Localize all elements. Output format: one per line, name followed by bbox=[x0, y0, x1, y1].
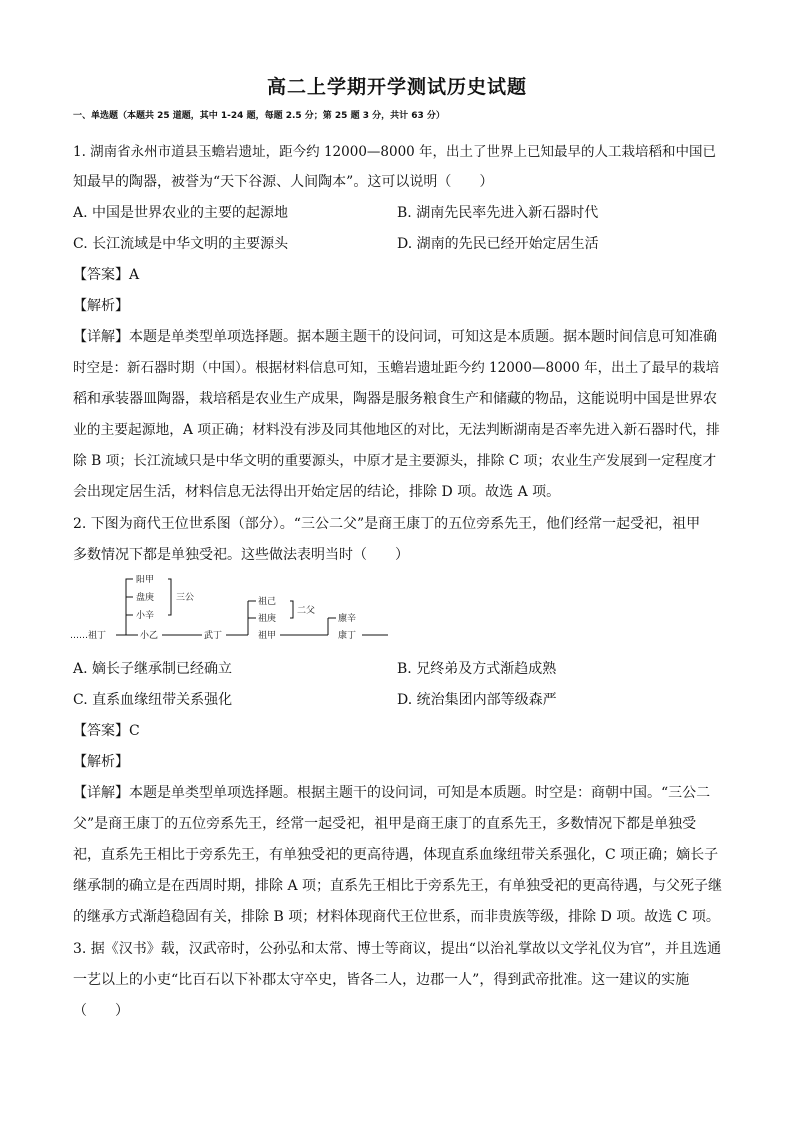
q2-answer bbox=[73, 721, 723, 741]
answer-tag: 【答案】 bbox=[73, 267, 129, 283]
q2-detail-line-1: 【详解】本题是单类型单项选择题。根据主题干的设问词，可知是本质题。时空是：商朝中国。“三公二 bbox=[73, 785, 711, 801]
q2-option-a: A. 嫡长子继承制已经确立 bbox=[73, 661, 233, 677]
diagram-bracket-left bbox=[126, 579, 133, 622]
q1-option-a: A. 中国是世界农业的主要的起源地 bbox=[73, 205, 289, 221]
q2-analysis-tag: 【解析】 bbox=[73, 754, 129, 770]
q2-stem-line-1: 2. 下图为商代王位世系图（部分）。“三公二父”是商王康丁的五位旁系先王，他们经常一起受祀，祖甲 bbox=[73, 516, 701, 532]
diagram-yangjia: 阳甲 bbox=[136, 575, 155, 585]
q2-stem-line-2: 多数情况下都是单独受祀。这些做法表明当时（ ） bbox=[73, 547, 409, 563]
diagram-zuding: ……祖丁 bbox=[70, 631, 107, 641]
answer-value: C bbox=[129, 723, 140, 739]
q1-option-b: B. 湖南先民率先进入新石器时代 bbox=[397, 205, 599, 221]
answer-tag: 【答案】 bbox=[73, 723, 129, 739]
q1-detail-line-2: 时空是：新石器时期（中国）。根据材料信息可知，玉蟾岩遗址距今约 12000—8000 年，出土了最早的栽培 bbox=[73, 360, 720, 376]
q2-detail-line-4: 继承制的确立是在西周时期，排除 A 项；直系先王相比于旁系先王，有单独受祀的更高待遇，与父死子继 bbox=[73, 878, 723, 894]
diagram-sangong-brace bbox=[168, 579, 171, 615]
q1-detail-line-1: 【详解】本题是单类型单项选择题。据本题主题干的设问词，可知这是本质题。据本题时间信息可知准确 bbox=[73, 329, 717, 345]
shang-lineage-diagram bbox=[70, 575, 400, 645]
q2-option-b: B. 兄终弟及方式渐趋成熟 bbox=[397, 661, 557, 677]
q1-option-d: D. 湖南的先民已经开始定居生活 bbox=[397, 236, 599, 252]
diagram-linxin: 廪辛 bbox=[338, 614, 357, 624]
diagram-sangong: 三公 bbox=[176, 593, 195, 603]
q2-option-d: D. 统治集团内部等级森严 bbox=[397, 692, 557, 708]
q1-answer bbox=[73, 265, 723, 285]
q3-stem-line-2: 一艺以上的小吏“比百石以下补郡太守卒史，皆各二人，边郡一人”，得到武帝批准。这一建议的实施 bbox=[73, 972, 690, 988]
q2-detail-line-2: 父”是商王康丁的五位旁系先王，经常一起受祀，祖甲是商王康丁的直系先王，多数情况下都是单独受 bbox=[73, 816, 697, 832]
page-title: 高二上学期开学测试历史试题 bbox=[266, 76, 527, 98]
answer-value: A bbox=[129, 267, 140, 283]
diagram-wuding: 武丁 bbox=[204, 631, 223, 641]
section-heading: 一、单选题（本题共 25 道题，其中 1-24 题，每题 2.5 分；第 25 题 3 分，共计 63 分） bbox=[73, 111, 445, 121]
q1-detail-line-5: 除 B 项；长江流域只是中华文明的重要源头，中原才是主要源头，排除 C 项；农业生产发展到一定程度才 bbox=[73, 453, 717, 469]
q1-stem-line-1: 1. 湖南省永州市道县玉蟾岩遗址，距今约 12000—8000 年，出土了世界上已知最早的人工栽培稻和中国已 bbox=[73, 144, 717, 160]
diagram-xiaoxin: 小辛 bbox=[136, 611, 155, 621]
diagram-pangeng: 盘庚 bbox=[136, 593, 155, 603]
q1-option-c: C. 长江流域是中华文明的主要源头 bbox=[73, 236, 289, 252]
q1-detail-line-4: 业的主要起源地，A 项正确；材料没有涉及同其他地区的对比，无法判断湖南是否率先进入新石器时代，排 bbox=[73, 422, 720, 438]
diagram-erfu: 二父 bbox=[297, 606, 316, 616]
q1-detail-line-6: 会出现定居生活，材料信息无法得出开始定居的结论，排除 D 项。故选 A 项。 bbox=[73, 484, 561, 500]
q3-stem-line-3: （ ） bbox=[73, 1003, 129, 1019]
q1-detail-line-3: 稻和承装器皿陶器，栽培稻是农业生产成果，陶器是服务粮食生产和储藏的物品，这能说明中国是世界农 bbox=[73, 391, 717, 407]
diagram-erfu-brace bbox=[290, 601, 293, 618]
q1-stem-line-2: 知最早的陶器，被誉为“天下谷源、人间陶本”。这可以说明（ ） bbox=[73, 174, 494, 190]
diagram-kangding: 康丁 bbox=[338, 631, 357, 641]
q2-detail-line-5: 的继承方式渐趋稳固有关，排除 B 项；材料体现商代王位世系，而非贵族等级，排除 D 项。故选 C 项。 bbox=[73, 909, 720, 925]
q2-detail-line-3: 祀，直系先王相比于旁系先王，有单独受祀的更高待遇，体现直系血缘纽带关系强化，C 项正确；嫡长子 bbox=[73, 847, 719, 863]
q2-option-c: C. 直系血缘纽带关系强化 bbox=[73, 692, 233, 708]
q3-stem-line-1: 3. 据《汉书》载，汉武帝时，公孙弘和太常、博士等商议，提出“以治礼掌故以文学礼仪为官”，并且选通 bbox=[73, 941, 722, 957]
q1-analysis-tag: 【解析】 bbox=[73, 298, 129, 314]
diagram-zugeng: 祖庚 bbox=[258, 614, 277, 624]
diagram-xiaoyi: 小乙 bbox=[140, 631, 159, 641]
diagram-zuji: 祖己 bbox=[258, 597, 277, 607]
diagram-zujia: 祖甲 bbox=[258, 631, 277, 641]
